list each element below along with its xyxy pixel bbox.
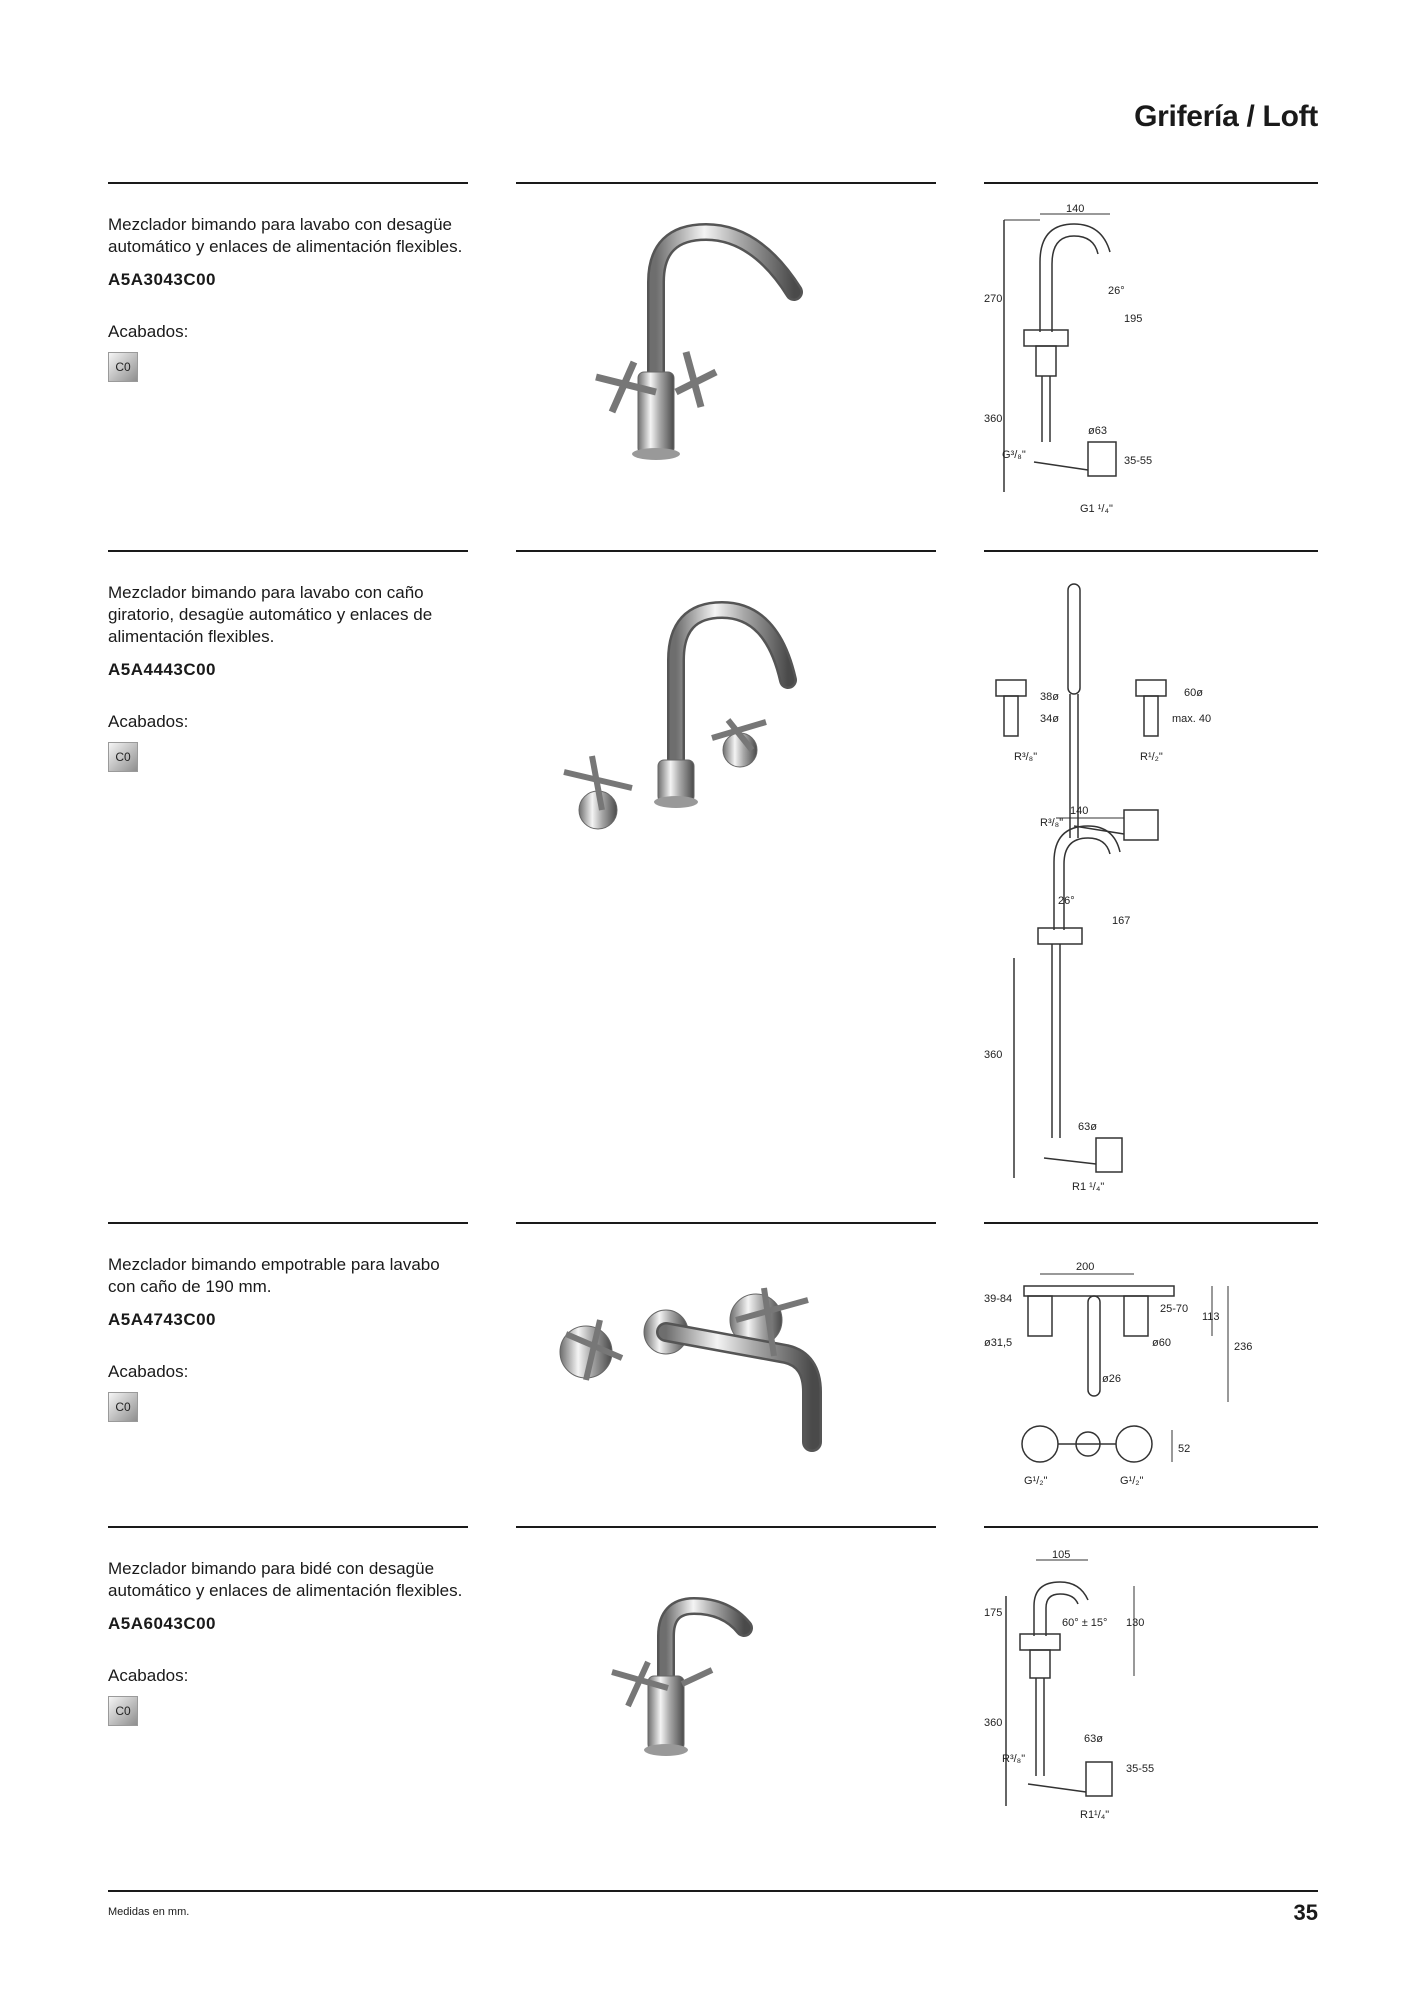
- dim-height: 270: [984, 293, 1003, 305]
- finish-swatch-chrome: C0: [108, 1696, 138, 1726]
- dim-height-113: 113: [1202, 1311, 1220, 1323]
- dim-thread-left: G¹/₂": [1024, 1475, 1048, 1487]
- dim-spout-height: 130: [1126, 1617, 1145, 1629]
- dim-diameter: ø63: [1088, 425, 1107, 437]
- dim-handle-diameter: 60ø: [1184, 687, 1203, 699]
- product-code: A5A6043C00: [108, 1614, 217, 1633]
- dim-angle-range: 60° ± 15°: [1062, 1617, 1108, 1629]
- dim-spout-diameter: 38ø: [1040, 691, 1059, 703]
- dim-width: 140: [1070, 805, 1089, 817]
- dim-waste-thread: G1 ¹/₄": [1080, 503, 1113, 515]
- divider: [516, 182, 936, 184]
- product-description: Mezclador bimando para lavabo con desagüe automático y enlaces de alimentación flexibles.: [108, 215, 463, 256]
- dim-thread-right: G¹/₂": [1120, 1475, 1144, 1487]
- dim-height-236: 236: [1234, 1341, 1253, 1353]
- divider: [984, 550, 1318, 552]
- divider: [984, 1222, 1318, 1224]
- dim-spout-diameter: ø26: [1102, 1373, 1121, 1385]
- dim-hose-length: 360: [984, 1717, 1003, 1729]
- bidet-mixer-photo: [516, 1566, 936, 1766]
- finish-label: Acabados:: [108, 712, 189, 731]
- dim-hose-length: 360: [984, 413, 1003, 425]
- technical-drawing: [984, 203, 1318, 522]
- product-info: [108, 214, 468, 382]
- divider: [108, 1526, 468, 1528]
- dim-range: 35-55: [1124, 455, 1153, 467]
- divider: [984, 182, 1318, 184]
- dim-waste-thread: R1 ¹/₄": [1072, 1181, 1105, 1193]
- product-info: [108, 1254, 468, 1422]
- divider: [108, 182, 468, 184]
- dim-width: 105: [1052, 1549, 1071, 1561]
- dim-rosette-diameter: ø60: [1152, 1337, 1171, 1349]
- page-number: 35: [1293, 1900, 1318, 1925]
- dim-body-diameter: ø31,5: [984, 1337, 1013, 1349]
- wall-mixer-photo: [516, 1272, 936, 1472]
- dim-thread-left: R³/₈": [1014, 751, 1038, 763]
- dim-waste-diameter: 63ø: [1084, 1733, 1103, 1745]
- dim-max-thickness: max. 40: [1172, 713, 1212, 725]
- units-note: Medidas en mm.: [108, 1906, 190, 1918]
- divider: [108, 550, 468, 552]
- product-info: [108, 1558, 468, 1726]
- finish-swatch-chrome: C0: [108, 1392, 138, 1422]
- dim-body-diameter: 34ø: [1040, 713, 1059, 725]
- dim-thread: G³/₈": [1002, 449, 1026, 461]
- product-description: Mezclador bimando para lavabo con caño giratorio, desagüe automático y enlaces de alimentación flexibles.: [108, 583, 433, 646]
- dim-adjust-range: 25-70: [1160, 1303, 1189, 1315]
- finish-swatch-chrome: C0: [108, 742, 138, 772]
- dim-spout-height: 195: [1124, 313, 1143, 325]
- dim-spout-height: 167: [1112, 915, 1131, 927]
- dim-wall-depth: 39-84: [984, 1293, 1013, 1305]
- product-info: [108, 582, 468, 772]
- basin-mixer-photo: [516, 222, 936, 462]
- product-code: A5A3043C00: [108, 270, 217, 289]
- product-description: Mezclador bimando para bidé con desagüe automático y enlaces de alimentación flexibles.: [108, 1559, 463, 1600]
- product-code: A5A4443C00: [108, 660, 217, 679]
- divider: [516, 550, 936, 552]
- dim-width: 140: [1066, 203, 1085, 215]
- dim-height: 175: [984, 1607, 1003, 1619]
- finish-label: Acabados:: [108, 322, 189, 341]
- finish-label: Acabados:: [108, 1362, 189, 1381]
- dim-waste-diameter: 63ø: [1078, 1121, 1097, 1133]
- dim-centres: 200: [1076, 1261, 1095, 1273]
- product-code: A5A4743C00: [108, 1310, 217, 1329]
- divider: [108, 1222, 468, 1224]
- technical-drawing: [984, 1252, 1318, 1492]
- dim-thread-right: R¹/₂": [1140, 751, 1163, 763]
- dim-depth-52: 52: [1178, 1443, 1191, 1455]
- dim-thread-hose: R³/₈": [1040, 817, 1064, 829]
- dim-angle: 26°: [1058, 895, 1075, 907]
- dim-angle: 26°: [1108, 285, 1125, 297]
- dim-waste-thread: R1¹/₄": [1080, 1809, 1110, 1821]
- page-title: Grifería / Loft: [1134, 100, 1318, 133]
- dim-hose-length: 360: [984, 1049, 1003, 1061]
- divider: [516, 1526, 936, 1528]
- footer-divider: [108, 1890, 1318, 1892]
- dim-range: 35-55: [1126, 1763, 1155, 1775]
- finish-label: Acabados:: [108, 1666, 189, 1685]
- finish-swatch-chrome: C0: [108, 352, 138, 382]
- technical-drawing: [984, 578, 1318, 1218]
- dim-thread: R³/₈": [1002, 1753, 1026, 1765]
- product-description: Mezclador bimando empotrable para lavabo con caño de 190 mm.: [108, 1255, 440, 1296]
- divider: [984, 1526, 1318, 1528]
- divider: [516, 1222, 936, 1224]
- technical-drawing: [984, 1549, 1318, 1856]
- three-hole-mixer-photo: [516, 590, 936, 840]
